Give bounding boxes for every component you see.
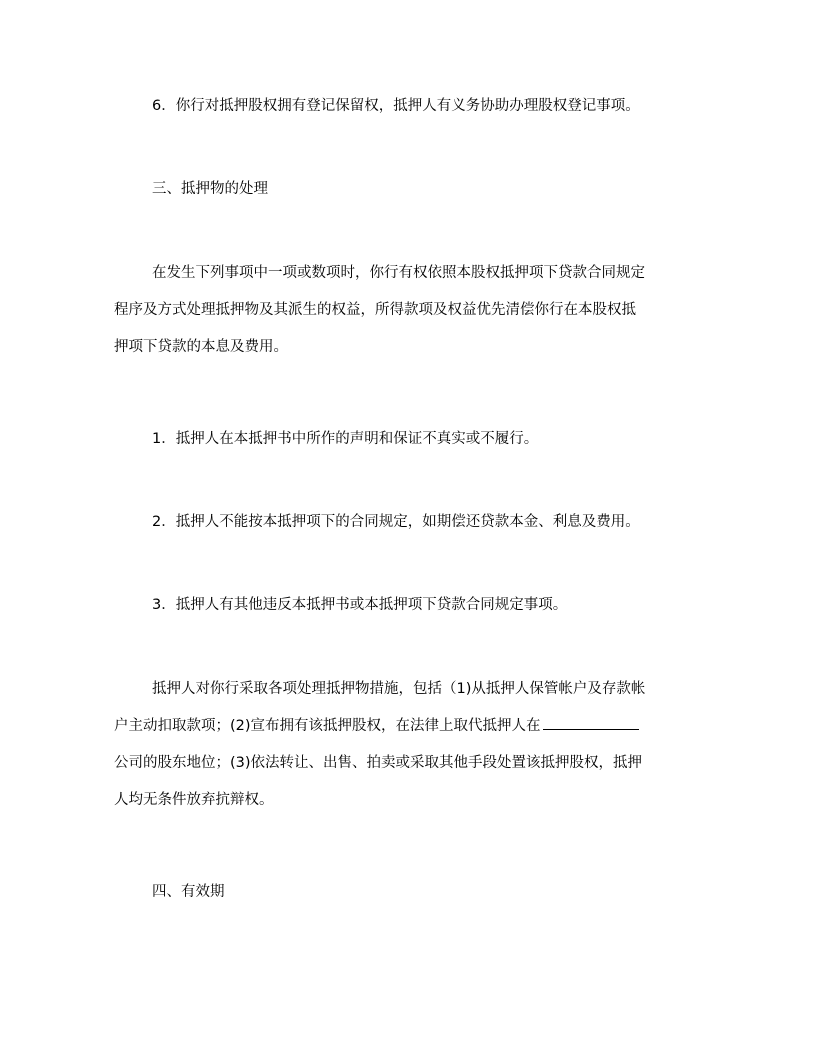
clause-item-1: 1．抵押人在本抵押书中所作的声明和保证不真实或不履行。	[152, 431, 539, 447]
disposal-line-2: 程序及方式处理抵押物及其派生的权益，所得款项及权益优先清偿你行在本股权抵	[114, 302, 636, 318]
waiver-line-4: 人均无条件放弃抗辩权。	[114, 792, 274, 808]
disposal-line-1: 在发生下列事项中一项或数项时，你行有权依照本股权抵押项下贷款合同规定	[152, 265, 645, 281]
waiver-line-2-text: 户主动扣取款项；(2)宣布拥有该抵押股权，在法律上取代抵押人在	[114, 718, 541, 734]
section-heading-validity: 四、有效期	[152, 884, 225, 900]
disposal-paragraph	[114, 255, 714, 366]
clause-item-3: 3．抵押人有其他违反本抵押书或本抵押项下贷款合同规定事项。	[152, 597, 568, 613]
waiver-line-2	[114, 708, 714, 745]
waiver-paragraph	[114, 671, 714, 819]
waiver-line-1: 抵押人对你行采取各项处理抵押物措施，包括（1)从抵押人保管帐户及存款帐	[152, 681, 646, 697]
waiver-line-3: 公司的股东地位；(3)依法转让、出售、拍卖或采取其他手段处置该抵押股权，抵押	[114, 755, 643, 771]
company-name-blank	[543, 715, 639, 730]
clause-item-6: 6．你行对抵押股权拥有登记保留权，抵押人有义务协助办理股权登记事项。	[152, 98, 640, 114]
section-heading-disposal: 三、抵押物的处理	[152, 181, 268, 197]
clause-item-2: 2．抵押人不能按本抵押项下的合同规定，如期偿还贷款本金、利息及费用。	[152, 514, 640, 530]
disposal-line-3: 押项下贷款的本息及费用。	[114, 339, 288, 355]
